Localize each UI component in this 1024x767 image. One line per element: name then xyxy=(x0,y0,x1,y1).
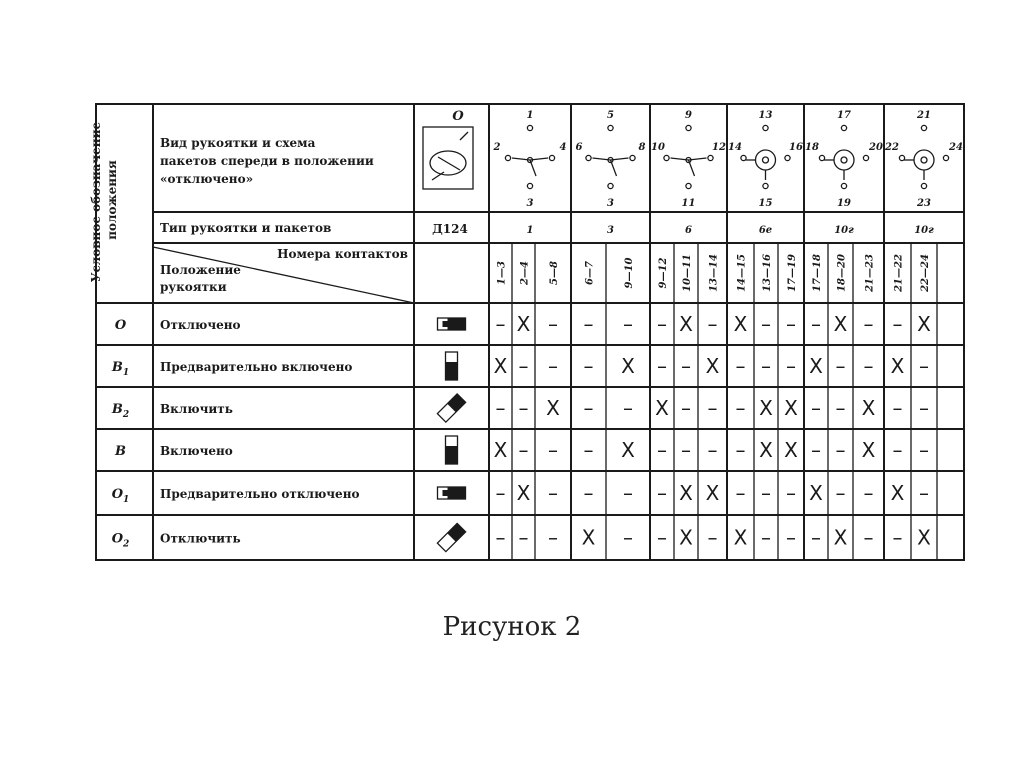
position-name: Предварительно отключено xyxy=(160,487,360,501)
contact-open-mark: – xyxy=(681,438,691,462)
contact-point xyxy=(586,155,591,160)
contact-open-mark: – xyxy=(548,354,558,378)
contact-open-mark: – xyxy=(495,396,506,420)
contact-open-mark: – xyxy=(623,396,633,420)
contact-closed-mark: X xyxy=(890,481,905,505)
contact-point xyxy=(899,155,904,160)
contact-number: 22 xyxy=(885,142,899,153)
contact-open-mark: – xyxy=(548,312,558,336)
contact-closed-mark: X xyxy=(784,396,798,420)
packet-type: 6 xyxy=(685,225,692,236)
contact-number: 18 xyxy=(805,142,819,153)
contact-column-header: 14—15 xyxy=(736,254,748,292)
contact-closed-mark: X xyxy=(621,354,635,378)
contact-open-mark: – xyxy=(681,354,691,378)
contact-point xyxy=(921,125,926,130)
contact-closed-mark: X xyxy=(655,396,669,420)
contact-column-header: 13—14 xyxy=(708,254,720,292)
contact-open-mark: – xyxy=(761,525,771,550)
contact-open-mark: – xyxy=(707,438,718,462)
contact-closed-mark: X xyxy=(890,354,905,378)
contact-open-mark: – xyxy=(835,354,846,378)
contact-point xyxy=(708,155,713,160)
position-row xyxy=(111,394,929,422)
contact-open-mark: – xyxy=(892,396,903,420)
handle-vertical-icon xyxy=(446,436,458,464)
contact-number: 17 xyxy=(837,110,851,121)
handle-vertical-icon xyxy=(446,352,458,380)
contact-column-header: 17—19 xyxy=(787,254,798,292)
contact-column-header: 17—18 xyxy=(812,254,823,292)
header-contacts: Номера контактов xyxy=(277,247,408,261)
contact-open-mark: – xyxy=(518,438,529,462)
contact-number: 14 xyxy=(728,142,742,153)
contact-closed-mark: X xyxy=(493,354,508,378)
contact-open-mark: – xyxy=(919,481,929,505)
packet-scheme-4 xyxy=(728,110,803,236)
contact-closed-mark: X xyxy=(759,396,773,420)
contact-point xyxy=(505,155,510,160)
contact-point xyxy=(608,125,613,130)
contact-open-mark: – xyxy=(786,312,796,336)
contact-open-mark: – xyxy=(495,481,506,505)
handle-horizontal-icon xyxy=(438,487,466,499)
contact-open-mark: – xyxy=(761,312,771,336)
figure-caption: Рисунок 2 xyxy=(442,612,582,642)
contact-closed-mark: X xyxy=(809,481,823,505)
contact-point xyxy=(686,183,691,188)
contact-open-mark: – xyxy=(863,354,874,378)
contact-number: 3 xyxy=(526,198,534,209)
contact-point xyxy=(527,183,532,188)
contact-point xyxy=(527,125,532,130)
position-code: О xyxy=(114,318,127,333)
packet-type: 10г xyxy=(914,225,934,236)
contact-open-mark: – xyxy=(811,396,821,420)
contact-column-header: 9—12 xyxy=(658,257,669,289)
packet-scheme-1 xyxy=(493,110,567,236)
contact-closed-mark: X xyxy=(733,312,748,336)
contact-open-mark: – xyxy=(707,312,718,336)
rotor-axis xyxy=(841,157,847,163)
position-row xyxy=(111,352,929,380)
position-name: Включено xyxy=(160,444,233,458)
contact-number: 4 xyxy=(559,142,567,153)
contact-number: 3 xyxy=(607,198,614,209)
contact-open-mark: – xyxy=(811,438,821,462)
contact-point xyxy=(741,155,746,160)
contact-open-mark: – xyxy=(835,481,846,505)
contact-open-mark: – xyxy=(863,312,874,336)
rotor-body xyxy=(914,150,934,170)
contact-number: 1 xyxy=(526,110,534,121)
contact-closed-mark: X xyxy=(705,354,720,378)
contact-open-mark: – xyxy=(681,396,691,420)
contact-closed-mark: X xyxy=(733,525,748,550)
handle-zero-label: О xyxy=(452,109,464,124)
contact-point xyxy=(664,155,669,160)
contact-open-mark: – xyxy=(892,438,903,462)
contact-point xyxy=(841,183,846,188)
contact-closed-mark: X xyxy=(679,481,693,505)
position-row xyxy=(114,436,929,464)
position-row xyxy=(112,523,931,551)
position-name: Включить xyxy=(160,402,233,416)
contact-number: 24 xyxy=(949,142,963,153)
contact-closed-mark: X xyxy=(861,396,876,420)
contact-open-mark: – xyxy=(919,354,929,378)
contact-open-mark: – xyxy=(835,396,846,420)
position-name: Отключить xyxy=(160,531,241,546)
contact-open-mark: – xyxy=(811,525,821,550)
contact-open-mark: – xyxy=(919,438,929,462)
position-name: Предварительно включено xyxy=(160,360,353,374)
contact-closed-mark: X xyxy=(917,525,931,550)
position-row xyxy=(115,312,931,336)
contact-open-mark: – xyxy=(548,481,558,505)
contact-closed-mark: X xyxy=(679,312,693,336)
position-row xyxy=(112,481,929,505)
contact-point xyxy=(785,155,790,160)
contact-number: 15 xyxy=(758,198,773,209)
packet-scheme-5 xyxy=(805,110,883,236)
contact-closed-mark: X xyxy=(493,438,508,462)
contact-closed-mark: X xyxy=(759,438,773,462)
contact-point xyxy=(686,125,691,130)
contact-column-header: 22—24 xyxy=(920,254,931,292)
position-code: $О_1$ xyxy=(111,487,130,505)
contact-open-mark: – xyxy=(623,525,633,550)
contact-number: 5 xyxy=(607,110,614,121)
contact-number: 8 xyxy=(638,142,646,153)
contact-number: 23 xyxy=(917,198,931,209)
contact-point xyxy=(763,125,768,130)
contact-open-mark: – xyxy=(583,312,594,336)
contact-open-mark: – xyxy=(583,396,594,420)
contact-number: 20 xyxy=(869,142,883,153)
contact-closed-mark: X xyxy=(621,438,635,462)
packet-scheme-6 xyxy=(884,110,963,236)
contact-closed-mark: X xyxy=(516,481,531,505)
contact-open-mark: – xyxy=(657,525,667,550)
contact-open-mark: – xyxy=(735,396,746,420)
contact-column-header: 21—23 xyxy=(864,254,876,292)
packet-scheme-3 xyxy=(651,110,726,236)
contact-open-mark: – xyxy=(518,396,529,420)
header-designation: Условное обозначение положения xyxy=(89,121,119,283)
contact-closed-mark: X xyxy=(784,438,798,462)
contact-column-header: 9—10 xyxy=(624,257,635,289)
contact-closed-mark: X xyxy=(833,312,848,336)
contact-open-mark: – xyxy=(623,481,633,505)
contact-open-mark: – xyxy=(735,438,746,462)
contact-column-header: 21—22 xyxy=(893,254,905,292)
contact-column-header: 18—20 xyxy=(836,254,848,292)
contact-closed-mark: X xyxy=(546,396,560,420)
contact-point xyxy=(819,155,824,160)
header-view: Вид рукоятки и схема пакетов спереди в положении «отключено» xyxy=(160,136,374,186)
contact-number: 13 xyxy=(758,110,773,121)
contact-closed-mark: X xyxy=(861,438,876,462)
contact-open-mark: – xyxy=(495,525,506,550)
contact-point xyxy=(763,183,768,188)
contact-open-mark: – xyxy=(583,354,594,378)
contact-open-mark: – xyxy=(657,481,667,505)
contact-point xyxy=(630,155,635,160)
rotor-axis xyxy=(763,157,769,163)
rotor-axis xyxy=(921,157,927,163)
contact-open-mark: – xyxy=(707,525,718,550)
contact-column-header: 13—16 xyxy=(762,254,773,292)
handle-zero-icon xyxy=(423,127,473,189)
contact-column-header: 10—11 xyxy=(682,254,693,292)
contact-open-mark: – xyxy=(863,525,874,550)
position-code: $В_2$ xyxy=(111,402,130,420)
contact-open-mark: – xyxy=(495,312,506,336)
contact-open-mark: – xyxy=(811,312,821,336)
header-type: Тип рукоятки и пакетов xyxy=(160,221,332,235)
contact-open-mark: – xyxy=(583,438,594,462)
contact-column-header: 5—8 xyxy=(549,261,560,285)
contact-closed-mark: X xyxy=(516,312,531,336)
packet-scheme-2 xyxy=(576,110,646,236)
contact-open-mark: – xyxy=(518,525,529,550)
handle-diagonal-icon xyxy=(437,523,465,551)
contact-open-mark: – xyxy=(761,481,771,505)
contact-numbers xyxy=(497,254,932,293)
contact-open-mark: – xyxy=(735,354,746,378)
contact-number: 12 xyxy=(712,142,726,153)
contact-number: 9 xyxy=(685,110,692,121)
contact-closed-mark: X xyxy=(705,481,720,505)
contact-open-mark: – xyxy=(892,312,903,336)
contact-open-mark: – xyxy=(707,396,718,420)
contact-number: 16 xyxy=(789,142,803,153)
contact-number: 19 xyxy=(837,198,851,209)
contact-number: 21 xyxy=(917,110,931,121)
header-position: Положение рукоятки xyxy=(160,263,241,294)
contact-open-mark: – xyxy=(548,525,558,550)
contact-open-mark: – xyxy=(657,438,667,462)
contact-open-mark: – xyxy=(786,481,796,505)
contact-open-mark: – xyxy=(835,438,846,462)
packet-type: 6е xyxy=(758,225,773,236)
contact-point xyxy=(608,183,613,188)
contact-open-mark: – xyxy=(863,481,874,505)
contact-open-mark: – xyxy=(786,354,796,378)
contact-column-header: 6—7 xyxy=(584,261,596,285)
contact-open-mark: – xyxy=(919,396,929,420)
contact-open-mark: – xyxy=(518,354,529,378)
contact-open-mark: – xyxy=(623,312,633,336)
contact-column-header: 2—4 xyxy=(519,261,531,285)
position-code: В xyxy=(115,444,126,459)
contact-open-mark: – xyxy=(761,354,771,378)
packet-type: 1 xyxy=(526,225,534,236)
position-name: Отключено xyxy=(160,318,241,332)
packet-type: 3 xyxy=(607,225,614,236)
contact-open-mark: – xyxy=(735,481,746,505)
contact-open-mark: – xyxy=(892,525,903,550)
packet-type: 10г xyxy=(834,225,854,236)
contact-closed-mark: X xyxy=(581,525,596,550)
contact-closed-mark: X xyxy=(917,312,931,336)
rotor-body xyxy=(834,150,854,170)
contact-open-mark: – xyxy=(583,481,594,505)
contact-point xyxy=(943,155,948,160)
contact-point xyxy=(921,183,926,188)
contact-open-mark: – xyxy=(657,312,667,336)
contact-closed-mark: X xyxy=(833,525,848,550)
contact-number: 11 xyxy=(681,198,696,209)
contact-column-header: 1—3 xyxy=(496,261,508,285)
contact-point xyxy=(841,125,846,130)
handle-type: Д124 xyxy=(432,222,468,236)
contact-open-mark: – xyxy=(786,525,796,550)
handle-horizontal-icon xyxy=(438,318,466,330)
contact-point xyxy=(549,155,554,160)
contact-open-mark: – xyxy=(548,438,558,462)
handle-diagonal-icon xyxy=(437,394,465,422)
position-code: $В_1$ xyxy=(111,360,130,378)
contact-closed-mark: X xyxy=(679,525,693,550)
position-code: $О_2$ xyxy=(111,531,130,550)
rotor-body xyxy=(756,150,776,170)
contact-number: 10 xyxy=(651,142,665,153)
contact-closed-mark: X xyxy=(809,354,823,378)
contact-point xyxy=(863,155,868,160)
contact-open-mark: – xyxy=(657,354,667,378)
contact-number: 2 xyxy=(493,142,501,153)
contact-number: 6 xyxy=(575,142,583,153)
